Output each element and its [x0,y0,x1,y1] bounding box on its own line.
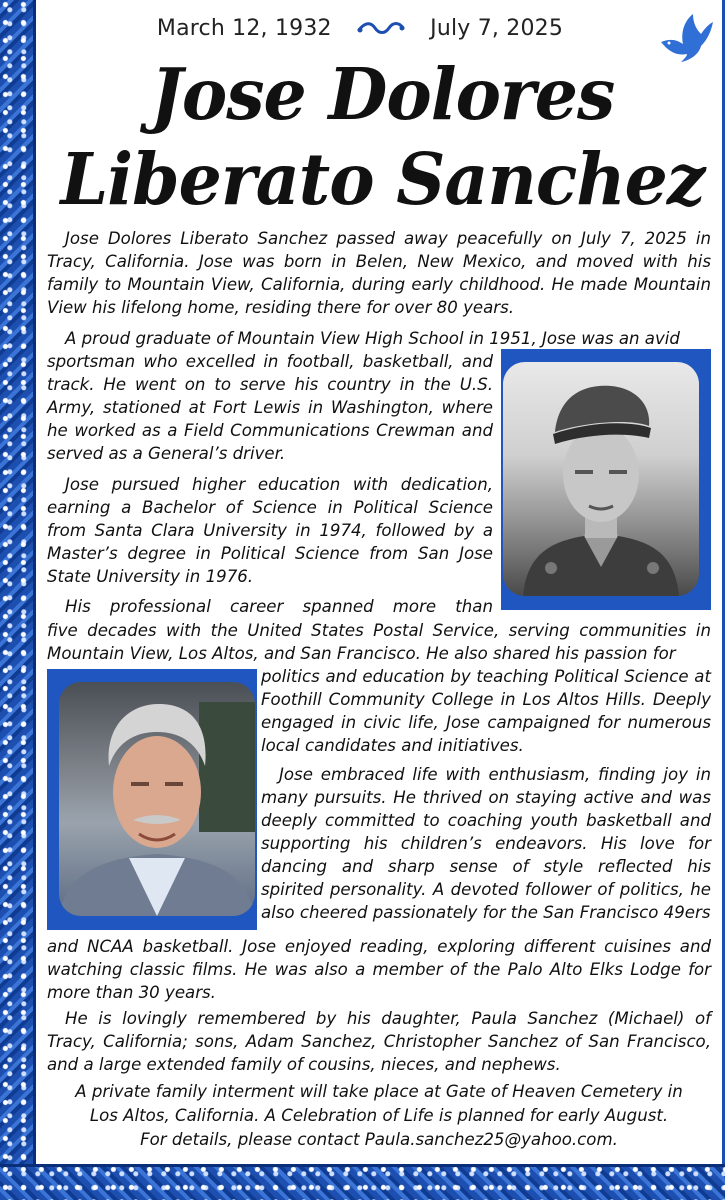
life-dates [40,16,680,42]
military-portrait-photo [501,349,711,610]
paragraph-career: five decades with the United States Postal Service, serving communities in Mountain View, Los Altos, and San Francisco. He also shared his passion for [47,621,711,663]
paragraph-career-first-line: His professional career spanned more than [65,597,493,616]
paragraph-interests: Jose embraced life with enthusiasm, finding joy in many pursuits. He thrived on staying active and was deeply committed to coaching youth basketball and supporting his children’s endeavors. His love for dancing and sharp sense of style reflected his spirited personality. A devoted follower of politics, he also cheered passionately for the San Francisco 49ers [261,765,711,922]
deceased-name-line2: Liberato Sanchez [60,138,705,222]
paragraph-teaching: politics and education by teaching Political Science at Foothill Community College in Los Altos Hills. Deeply engaged in civic life, Jose campaigned for numerous local candidates and initiatives. [261,667,711,755]
paragraph-military: sportsman who excelled in football, basketball, and track. He went on to serve his country in the U.S. Army, stationed at Fort Lewis in Washington, where he worked as a Field Communications Crewman and served as a General’s driver. [47,352,493,463]
recent-portrait-photo [47,669,257,930]
decorative-border-left [0,0,36,1200]
decorative-border-bottom [0,1164,725,1200]
paragraph-intro: Jose Dolores Liberato Sanchez passed away peacefully on July 7, 2025 in Tracy, California. Jose was born in Belen, New Mexico, and moved with his family to Mountain View, California, during early childhood. He made Mountain View his lifelong home, residing there for over 80 years. [47,229,711,317]
death-date: July 7, 2025 [430,16,564,41]
deceased-name-line1: Jose Dolores [150,53,615,138]
closing-contact: For details, please contact Paula.sanchez25@yahoo.com. [140,1130,618,1149]
paragraph-education-first-line: A proud graduate of Mountain View High School in 1951, Jose was an avid [65,329,680,348]
birth-date: March 12, 1932 [156,16,332,41]
closing-interment: A private family interment will take place at Gate of Heaven Cemetery in [75,1082,683,1101]
swirl-divider-icon [357,17,405,42]
paragraph-higher-education: Jose pursued higher education with dedication, earning a Bachelor of Science in Political Science from Santa Clara University in 1974, followed by a Master’s degree in Political Science from San Jose State University in 1976. [47,475,493,586]
closing-celebration: Los Altos, California. A Celebration of Life is planned for early August. [89,1106,669,1125]
paragraph-interests-continued: and NCAA basketball. Jose enjoyed reading, exploring different cuisines and watching classic films. He was also a member of the Palo Alto Elks Lodge for more than 30 years. [47,937,711,1002]
paragraph-survivors: He is lovingly remembered by his daughter, Paula Sanchez (Michael) of Tracy, California; sons, Adam Sanchez, Christopher Sanchez of San Francisco, and a large extended family of cousins, nieces, and nephews. [47,1009,711,1074]
